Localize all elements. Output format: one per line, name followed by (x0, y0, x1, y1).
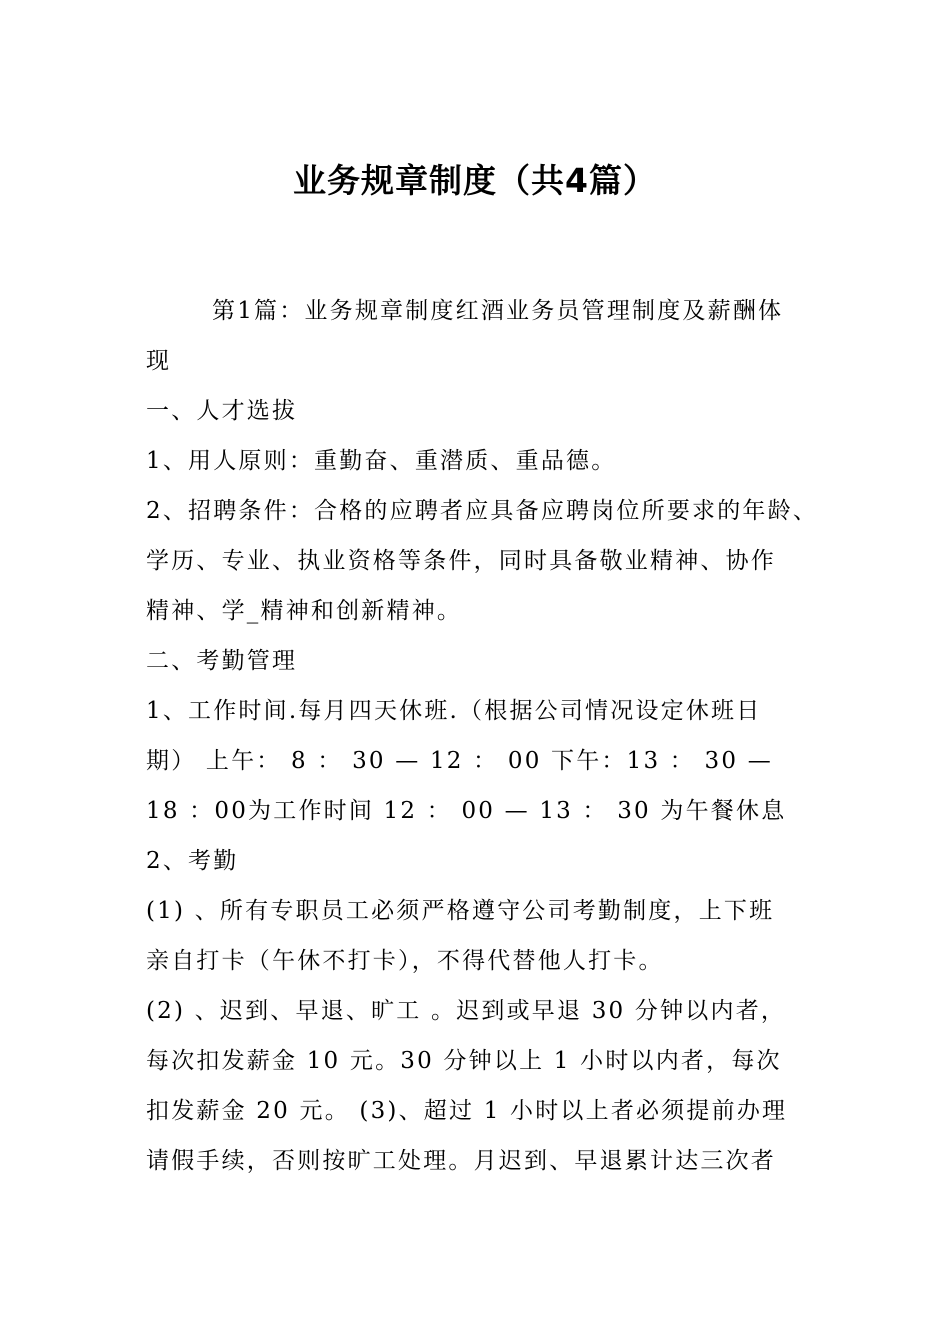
section-heading: 一、人才选拔 (146, 398, 298, 424)
paragraph-line: 现 (146, 348, 172, 374)
paragraph-line: 期） 上午： 8 ： 30 — 12 ： 00 下午：13 ： 30 — (146, 748, 773, 774)
paragraph-line: 18 ：00为工作时间 12 ： 00 — 13 ： 30 为午餐休息 (146, 798, 787, 824)
paragraph-line: 1、用人原则：重勤奋、重潜质、重品德。 (146, 448, 617, 474)
paragraph-line: 请假手续，否则按旷工处理。月迟到、早退累计达三次者 (146, 1148, 776, 1174)
paragraph-line: 2、考勤 (146, 848, 239, 874)
paragraph-line: 精神、学_精神和创新精神。 (146, 598, 463, 624)
paragraph-line: 扣发薪金 20 元。 (3)、超过 1 小时以上者必须提前办理 (146, 1098, 788, 1124)
document-body (146, 286, 819, 1186)
section-heading: 二、考勤管理 (146, 648, 298, 674)
paragraph-line: 2、招聘条件：合格的应聘者应具备应聘岗位所要求的年龄、 (146, 498, 819, 524)
paragraph-line: 学历、专业、执业资格等条件，同时具备敬业精神、协作 (146, 548, 776, 574)
paragraph-line: 每次扣发薪金 10 元。30 分钟以上 1 小时以内者，每次 (146, 1048, 782, 1074)
paragraph-line: 亲自打卡（午休不打卡），不得代替他人打卡。 (146, 948, 664, 974)
paragraph-line: 第1篇：业务规章制度红酒业务员管理制度及薪酬体 (212, 298, 784, 324)
document-title: 业务规章制度（共4篇） (293, 161, 657, 200)
paragraph-line: (2) 、迟到、早退、旷工 。迟到或早退 30 分钟以内者， (146, 998, 787, 1024)
paragraph-line: 1、工作时间.每月四天休班.（根据公司情况设定休班日 (146, 698, 762, 724)
paragraph-line: (1) 、所有专职员工必须严格遵守公司考勤制度，上下班 (146, 898, 775, 924)
